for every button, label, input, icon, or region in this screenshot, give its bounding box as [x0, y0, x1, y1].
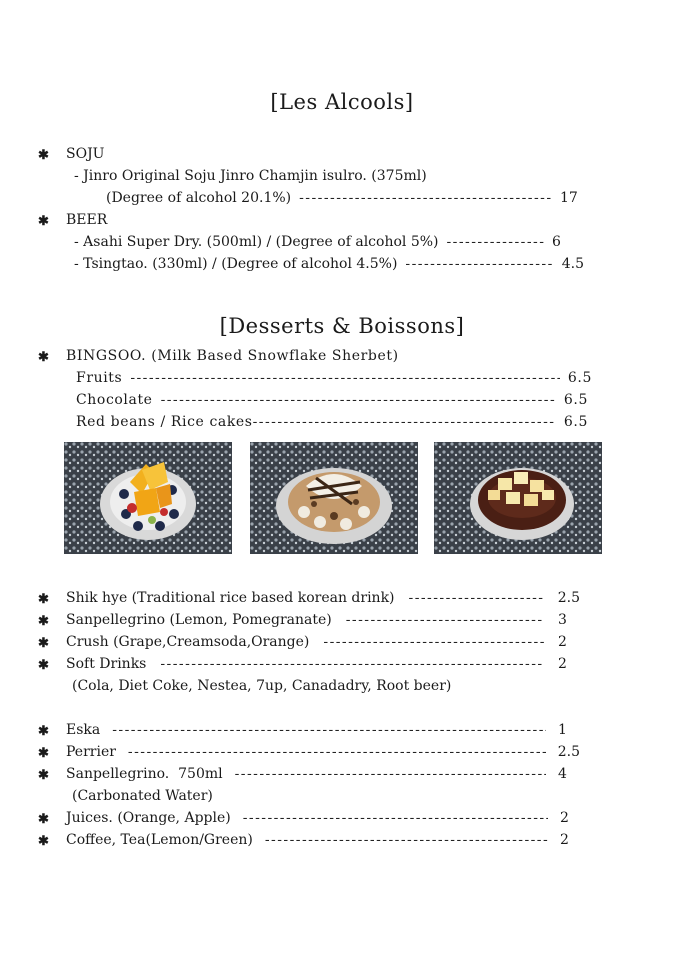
item-label: Soft Drinks: [66, 656, 147, 672]
soft-drinks-note: (Cola, Diet Coke, Nestea, 7up, Canadadry, Root beer): [72, 678, 452, 694]
item-price: 2: [558, 634, 567, 650]
menu-item: [66, 766, 580, 786]
item-price: 6: [552, 234, 561, 250]
leader-dots: [447, 234, 545, 250]
item-label: Crush (Grape,Creamsoda,Orange): [66, 634, 310, 650]
leader-dots: [265, 832, 548, 848]
menu-item: [66, 832, 582, 852]
soju-item-detail: (Degree of alcohol 20.1%): [106, 190, 292, 206]
menu-item: [66, 810, 582, 830]
item-label: Chocolate: [76, 392, 153, 408]
menu-item: [66, 590, 580, 610]
section-title-desserts: [Desserts & Boissons]: [219, 314, 465, 338]
item-price: 4: [558, 766, 567, 782]
leader-dots: [243, 810, 548, 826]
bullet-icon: ✱: [38, 658, 49, 673]
menu-item: [66, 612, 580, 632]
bullet-icon: ✱: [38, 812, 49, 827]
item-price: 6.5: [567, 370, 592, 386]
menu-item: [66, 634, 580, 654]
item-label: Sanpellegrino (Lemon, Pomegranate): [66, 612, 332, 628]
item-price: 1: [558, 722, 567, 738]
item-price: 6.5: [563, 414, 588, 430]
leader-dots: [323, 634, 544, 650]
item-price: 2.5: [557, 590, 580, 606]
bullet-icon: ✱: [38, 614, 49, 629]
item-label: - Tsingtao. (330ml) / (Degree of alcohol 4.5%): [74, 256, 398, 272]
leader-dots: [405, 256, 553, 272]
leader-dots: [235, 766, 546, 782]
leader-dots: [253, 414, 556, 430]
item-price: 2: [560, 810, 569, 826]
soju-item-name: - Jinro Original Soju Jinro Chamjin isulro. (375ml): [74, 168, 427, 184]
menu-item: [74, 234, 574, 254]
leader-dots: [161, 392, 556, 408]
fruit-bingsoo-photo: [64, 442, 232, 554]
leader-dots: [130, 370, 560, 386]
menu-item: [106, 190, 582, 210]
leader-dots: [299, 190, 552, 206]
menu-item: [66, 656, 580, 676]
leader-dots: [409, 590, 544, 606]
bullet-icon: ✱: [38, 636, 49, 651]
red-bean-bingsoo-photo: [434, 442, 602, 554]
menu-item: [76, 370, 592, 390]
bingsoo-header: BINGSOO. (Milk Based Snowflake Sherbet): [66, 348, 399, 364]
item-price: 2: [558, 656, 567, 672]
leader-dots: [112, 722, 546, 738]
item-label: Sanpellegrino. 750ml: [66, 766, 223, 782]
section-title-alcools: [Les Alcools]: [270, 90, 414, 114]
bullet-icon: ✱: [38, 350, 49, 365]
item-label: Fruits: [76, 370, 123, 386]
carbonated-note: (Carbonated Water): [72, 788, 213, 804]
leader-dots: [128, 744, 546, 760]
menu-item: [76, 392, 588, 412]
item-label: Perrier: [66, 744, 116, 760]
menu-item: [76, 414, 588, 434]
item-price: 17: [560, 190, 578, 206]
menu-item: [66, 722, 580, 742]
chocolate-bingsoo-photo: [250, 442, 418, 554]
item-label: Shik hye (Traditional rice based korean drink): [66, 590, 395, 606]
bullet-icon: ✱: [38, 834, 49, 849]
beer-header: BEER: [66, 212, 108, 228]
bullet-icon: ✱: [38, 592, 49, 607]
item-price: 2: [560, 832, 569, 848]
leader-dots: [346, 612, 544, 628]
item-price: 2.5: [557, 744, 580, 760]
bullet-icon: ✱: [38, 746, 49, 761]
item-label: Coffee, Tea(Lemon/Green): [66, 832, 253, 848]
item-label: Eska: [66, 722, 101, 738]
item-price: 4.5: [561, 256, 584, 272]
bullet-icon: ✱: [38, 148, 49, 163]
bullet-icon: ✱: [38, 724, 49, 739]
soju-header: SOJU: [66, 146, 105, 162]
item-label: - Asahi Super Dry. (500ml) / (Degree of alcohol 5%): [74, 234, 439, 250]
leader-dots: [160, 656, 544, 672]
bullet-icon: ✱: [38, 768, 49, 783]
item-label: Red beans / Rice cakes: [76, 414, 253, 430]
bullet-icon: ✱: [38, 214, 49, 229]
item-label: Juices. (Orange, Apple): [66, 810, 231, 826]
item-price: 3: [558, 612, 567, 628]
menu-item: [74, 256, 584, 276]
menu-item: [66, 744, 580, 764]
item-price: 6.5: [563, 392, 588, 408]
